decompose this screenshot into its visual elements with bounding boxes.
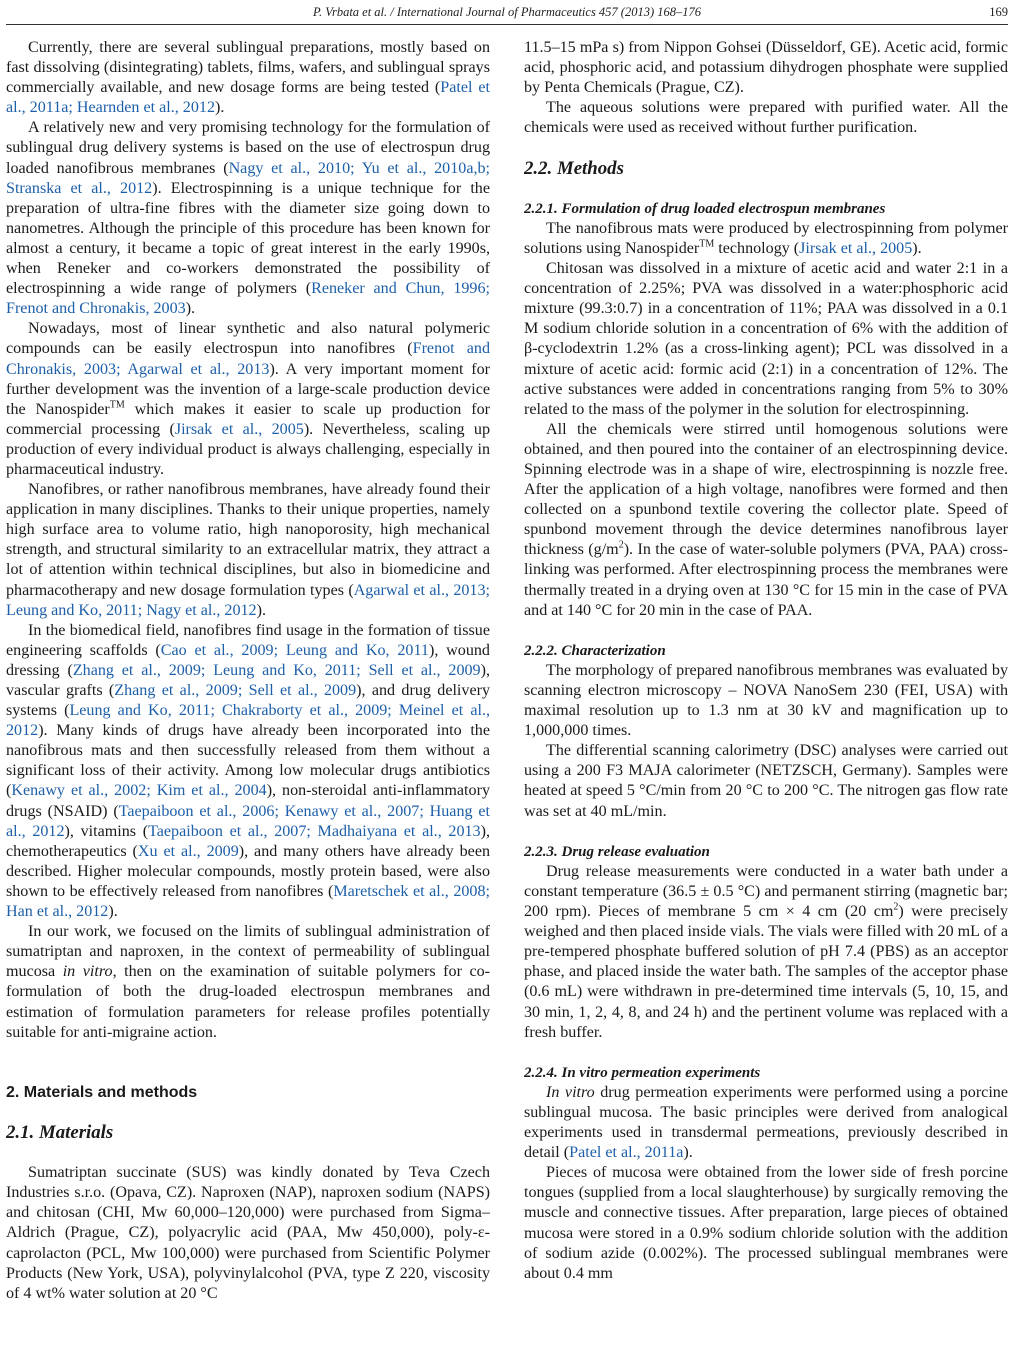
citation-link[interactable]: Taepaiboon et al., 2006; Kenawy et al., 2007; Huang et al., 2012 [6,802,490,840]
superscript: 2 [893,901,899,913]
citation-link[interactable]: Kenawy et al., 2002; Kim et al., 2004 [11,782,267,800]
running-header [6,2,1008,22]
journal-reference: P. Vrbata et al. / International Journal of Pharmaceutics 457 (2013) 168–176 [312,5,702,19]
left-column [6,38,490,1368]
citation-link[interactable]: Xu et al., 2009 [137,842,239,860]
citation-link[interactable]: Jirsak et al., 2005 [174,420,304,438]
paragraph: The aqueous solutions were prepared with purified water. All the chemicals were used as received without further purification. [524,99,1008,137]
paragraph: In the biomedical field, nanofibres find usage in the formation of tissue engineering scaffolds (Cao et al., 2009; Leung and Ko, 2011), wound dressing (Zhang et al., 2009; Leung and Ko, 2011; Sell et al., 2009), vascular grafts (Zhang et al., 2009; Sell et al., 2009), and drug delivery systems (Leung and Ko, 2011; Chakraborty et al., 2009; Meinel et al., 2012). Many kinds of drugs have already been incorporated into the nanofibrous mats and then successfully released from them without a significant loss of their activity. Among low molecular drugs antibiotics (Kenawy et al., 2002; Kim et al., 2004), non-steroidal anti-inflammatory drugs (NSAID) (Taepaiboon et al., 2006; Kenawy et al., 2007; Huang et al., 2012), vitamins (Taepaiboon et al., 2007; Madhaiyana et al., 2013), chemotherapeutics (Xu et al., 2009), and many others have already been described. Higher molecular compounds, mostly protein based, were also shown to be effectively released from nanofibres (Maretschek et al., 2008; Han et al., 2012). [6,621,490,921]
subsubsection-heading: 2.2.2. Characterization [524,642,666,659]
subsection-heading: 2.1. Materials [6,1121,114,1143]
paragraph: 11.5–15 mPa s) from Nippon Gohsei (Düsseldorf, GE). Acetic acid, formic acid, phosphoric acid, and potassium dihydrogen phosphate were supplied by Penta Chemicals (Prague, CZ). [524,39,1008,97]
citation-link[interactable]: Cao et al., 2009; Leung and Ko, 2011 [160,641,429,659]
citation-link[interactable]: Jirsak et al., 2005 [799,239,913,257]
section-heading: 2. Materials and methods [6,1083,198,1101]
citation-link[interactable]: Taepaiboon et al., 2007; Madhaiyana et al., 2013 [148,822,481,840]
citation-link[interactable]: Leung and Ko, 2011; Chakraborty et al., 2009; Meinel et al., 2012 [6,702,490,740]
citation-link[interactable]: Patel et al., 2011a [569,1144,684,1162]
paragraph: All the chemicals were stirred until homogenous solutions were obtained, and then poured into the container of an electrospinning device. Spinning electrode was in a shape of wire, electrospinning is nozzle free. After the application of a high voltage, nanofibres were formed and then collected on a spunbond textile covering the collector plate. Speed of spunbond movement through the device determines nanofibrous layer thickness $(g/m^2)$. In the case of water-soluble polymers (PVA, PAA) cross-linking was performed. After electrospinning process the membranes were thermally treated in a drying oven at 130 °C for 15 min in the case of PVA and at 140 °C for 20 min in the case of PAA. [524,420,1008,619]
subsubsection-heading: 2.2.3. Drug release evaluation [524,843,710,860]
subsubsection-heading: 2.2.4. In vitro permeation experiments [524,1064,761,1081]
paragraph: In vitro drug permeation experiments were performed using a porcine sublingual mucosa. The basic principles were derived from analogical experiments used in transdermal permeations, previously described in detail (Patel et al., 2011a). [524,1083,1008,1162]
paragraph: The morphology of prepared nanofibrous membranes was evaluated by scanning electron microscopy – NOVA NanoSem 230 (FEI, USA) with maximal resolution up to 1.3 nm at 30 kV and magnification up to 1,000,000 times. [524,661,1008,740]
paragraph: In our work, we focused on the limits of sublingual administration of sumatriptan and naproxen, in the context of permeability of sublingual mucosa in vitro, then on the examination of suitable polymers for co-formulation of both the drug-loaded electrospun membranes and estimation of formulation parameters for release profiles potentially suitable for anti-migraine action. [6,923,490,1041]
superscript: 2 [618,539,624,551]
paragraph: Sumatriptan succinate (SUS) was kindly donated by Teva Czech Industries s.r.o. (Opava, CZ). Naproxen (NAP), naproxen sodium (NAPS) and chitosan (CHI, Mw 60,000–120,000) were purchased from Sigma–Aldrich (Prague, CZ), polyacrylic acid (PAA, Mw 450,000), poly-ε-caprolacton (PCL, Mw 100,000) were purchased from Scientific Polymer Products (New York, USA), polyvinylalcohol (PVA, type Z 220, viscosity of 4 wt% water solution at 20 °C [6,1164,490,1302]
paragraph: Currently, there are several sublingual preparations, mostly based on fast dissolving (disintegrating) tablets, films, wafers, and sublingual sprays commercially available, and new dosage forms are being tested (Patel et al., 2011a; Hearnden et al., 2012). [6,39,490,117]
paragraph: Nanofibres, or rather nanofibrous membranes, have already found their application in many disciplines. Thanks to their unique properties, namely high surface area to volume ratio, high nanoporosity, high mechanical strength, and structural similarity to an extracellular matrix, they attract a lot of attention within technical disciplines, but also in biomedicine and pharmacotherapy and new dosage formulation types (Agarwal et al., 2013; Leung and Ko, 2011; Nagy et al., 2012). [6,481,490,619]
trademark-superscript: TM [699,238,715,250]
paragraph: The differential scanning calorimetry (DSC) analyses were carried out using a 200 F3 MAJA calorimeter (NETZSCH, Germany). Samples were heated at speed 5 °C/min from 20 °C to 200 °C. The nitrogen gas flow rate was set at 40 mL/min. [524,742,1008,820]
citation-link[interactable]: Agarwal et al., 2013; Leung and Ko, 2011; Nagy et al., 2012 [6,581,490,619]
paragraph: Nowadays, most of linear synthetic and also natural polymeric compounds can be easily electrospun into nanofibres (Frenot and Chronakis, 2003; Agarwal et al., 2013). A very important moment for further development was the invention of a large-scale production device the Nanospider™ which makes it easier to scale up production for commercial processing (Jirsak et al., 2005). Nevertheless, scaling up production of every individual product is always challenging, especially in pharmaceutical industry. [6,320,490,478]
header-rule [6,24,1008,25]
right-column [524,38,1008,1368]
paragraph: A relatively new and very promising technology for the formulation of sublingual drug delivery systems is based on the use of electrospun drug loaded nanofibrous membranes (Nagy et al., 2010; Yu et al., 2010a,b; Stranska et al., 2012). Electrospinning is a unique technique for the preparation of ultra-fine fibres with the diameter size going down to nanometres. Although the principle of this procedure has been known for almost a century, it became a topic of great interest in the early 1990s, when Reneker and co-workers demonstrated the possibility of electrospinning a wide range of polymers (Reneker and Chun, 1996; Frenot and Chronakis, 2003). [6,119,490,318]
citation-link[interactable]: Maretschek et al., 2008; Han et al., 2012 [6,882,490,921]
citation-link[interactable]: Zhang et al., 2009; Leung and Ko, 2011; Sell et al., 2009 [72,661,481,679]
subsection-heading: 2.2. Methods [524,157,624,179]
subsubsection-heading: 2.2.1. Formulation of drug loaded electrospun membranes [524,200,886,217]
paragraph: Pieces of mucosa were obtained from the lower side of fresh porcine tongues (supplied from a local slaughterhouse) by surgically removing the muscle and connective tissues. After preparation, large pieces of obtained mucosa were stored in a 0.9% sodium chloride solution with the addition of sodium azide (0.002%). The processed sublingual membranes were about 0.4 mm [524,1164,1008,1282]
citation-link[interactable]: Zhang et al., 2009; Sell et al., 2009 [114,682,357,699]
paragraph: Drug release measurements were conducted in a water bath under a constant temperature (36.5 ± 0.5 °C) and permanent stirring (magnetic bar; 200 rpm). Pieces of membrane 5 cm × 4 cm (20 $cm^2$) were precisely weighed and then placed inside vials. The vials were filled with 20 mL of a pre-tempered phosphate buffered solution of pH 7.4 (PBS) as an acceptor phase, and placed inside the water bath. The samples of the acceptor phase (0.6 mL) were withdrawn in pre-determined time intervals (5, 10, 15, and 30 min, 1, 2, 4, 8, and 24 h) and the pertinent volume was replaced with a fresh buffer. [524,862,1008,1041]
citation-link[interactable]: Reneker and Chun, 1996; Frenot and Chronakis, 2003 [6,280,490,318]
page-number: 169 [989,5,1008,19]
citation-link[interactable]: Patel et al., 2011a; Hearnden et al., 2012 [6,79,490,117]
paragraph: The nanofibrous mats were produced by electrospinning from polymer solutions using Nanospider™ technology (Jirsak et al., 2005). [524,219,1008,257]
trademark-superscript: TM [109,399,125,411]
citation-link[interactable]: Nagy et al., 2010; Yu et al., 2010a,b; Stranska et al., 2012 [6,159,490,197]
paragraph: Chitosan was dissolved in a mixture of acetic acid and water 2:1 in a concentration of 2.25%; PVA was dissolved in a water:phosphoric acid mixture (99.3:0.7) in a concentration of 11%; PAA was dissolved in a 0.1 M sodium chloride solution in a concentration of 6% with the addition of β-cyclodextrin 1.2% (as a cross-linking agent); PCL was dissolved in a mixture of acetic acid: formic acid (2:1) in a concentration of 12%. The active substances were added in concentrations ranging from 5% to 30% related to the mass of the polymer in the solution for electrospinning. [524,260,1008,418]
citation-link[interactable]: Frenot and Chronakis, 2003; Agarwal et al., 2013 [6,340,490,378]
